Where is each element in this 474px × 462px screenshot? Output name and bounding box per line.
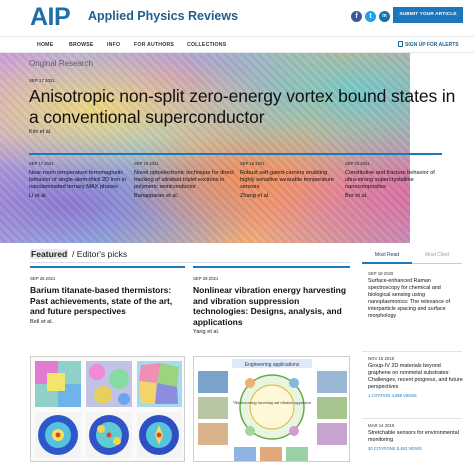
sidebar-article-date: MAR 14 2019 — [368, 423, 395, 428]
twitter-icon[interactable]: t — [365, 11, 376, 22]
nav-for-authors[interactable]: FOR AUTHORS — [134, 42, 175, 48]
signup-alerts-link[interactable]: SIGN UP FOR ALERTS — [405, 42, 459, 48]
nav-info[interactable]: INFO — [107, 42, 121, 48]
active-tab-indicator — [362, 262, 412, 264]
article-date: SEP 28 2021 — [193, 276, 219, 281]
card-author: Li et al. — [29, 192, 48, 199]
article-date: SEP 28 2021 — [30, 276, 56, 281]
figure-banner-text: Engineering applications — [244, 362, 300, 368]
hero-card[interactable] — [345, 161, 445, 199]
editors-picks-label[interactable]: / Editor's picks — [72, 249, 128, 259]
article-divider — [30, 266, 185, 268]
card-author: Zhang et al. — [240, 192, 270, 199]
sidebar-article-title[interactable]: Group-IV 2D materials beyond graphene on nonmetal substrates: Challenges, recent progress, and future perspectives — [368, 363, 463, 391]
article-figure-vibration[interactable] — [193, 356, 350, 462]
article-figure-thermistor[interactable] — [30, 356, 185, 462]
sidebar-article-date: SEP 18 2020 — [368, 271, 394, 276]
card-title[interactable]: Robust self-gated-carriers enabling highly sensitive wearable temperature sensors — [240, 170, 334, 191]
hero-card[interactable] — [134, 161, 234, 199]
article-divider — [193, 266, 350, 268]
card-date: SEP 17 2021 — [29, 161, 54, 166]
sidebar-article[interactable] — [368, 271, 464, 321]
sidebar-article[interactable] — [368, 356, 464, 398]
nav-collections[interactable]: COLLECTIONS — [187, 42, 227, 48]
sidebar-article-title[interactable]: Stretchable sensors for environmental monitoring — [368, 430, 459, 444]
article-author: Bell et al. — [30, 318, 54, 325]
vibration-figure-graphic — [194, 357, 350, 462]
article-title[interactable]: Barium titanate-based thermistors: Past achievements, state of the art, and future perspectives — [30, 285, 173, 316]
journal-title[interactable]: Applied Physics Reviews — [88, 9, 239, 23]
sidebar-tabs — [362, 249, 462, 263]
sidebar-article-date: NOV 15 2019 — [368, 356, 395, 361]
hero-divider — [29, 153, 442, 155]
linkedin-icon[interactable]: in — [379, 11, 390, 22]
sidebar-article-metrics: 30 CITATIONS 5,463 VIEWS — [368, 446, 422, 452]
hero-card[interactable] — [29, 161, 129, 199]
facebook-icon[interactable]: f — [351, 11, 362, 22]
lock-icon — [398, 41, 403, 47]
featured-article[interactable] — [193, 276, 351, 335]
card-author: Banapparao et al. — [134, 192, 179, 199]
article-author: Yang et al. — [193, 329, 220, 335]
hero-banner — [0, 53, 474, 243]
figure-center-text: Vibration energy harvesting and vibration suppression — [233, 401, 311, 405]
card-title[interactable]: Novel optoelectronic technique for direct tracking of ultrafast triplet excitons in polymeric semiconductor — [134, 170, 234, 191]
submit-article-button[interactable]: SUBMIT YOUR ARTICLE — [393, 7, 463, 23]
hero-title[interactable]: Anisotropic non-split zero-energy vortex bound states in a conventional superconductor — [29, 86, 456, 127]
hero-author: Kim et al. — [29, 129, 52, 135]
article-title[interactable]: Nonlinear vibration energy harvesting and vibration suppression technologies: Designs, analysis, and applications — [193, 285, 347, 327]
card-date: SEP 16 2021 — [134, 161, 159, 166]
aip-logo[interactable]: AIP — [30, 3, 71, 31]
nav-browse[interactable]: BROWSE — [69, 42, 94, 48]
card-date: SEP 16 2021 — [240, 161, 265, 166]
featured-header — [30, 249, 350, 263]
sidebar-article[interactable] — [368, 423, 464, 451]
thermistor-figure-graphic — [31, 357, 185, 462]
sidebar-article-metrics: 1 CITATION 4,896 VIEWS — [368, 393, 417, 399]
hero-date: SEP 17 2021 — [29, 78, 55, 83]
main-nav — [0, 36, 474, 53]
featured-label[interactable]: Featured — [31, 249, 68, 259]
hero-tag: Original Research — [29, 59, 94, 68]
hero-card[interactable] — [240, 161, 340, 199]
tab-most-read[interactable]: Most Read — [374, 252, 400, 258]
card-title[interactable]: Constitutive and fracture behavior of ultra-strong supercrystalline nanocomposites — [345, 170, 435, 191]
sidebar-article-title[interactable]: Surface-enhanced Raman spectroscopy for chemical and biological sensing using nanoplasmonics: The relevance of interparticle spacing and surface morphology — [368, 278, 451, 320]
site-header — [0, 0, 474, 36]
card-title[interactable]: Near-room temperature ferromagnetic behavior of single-atom-thick 2D iron in nanolaminated ternary MAX phases — [29, 170, 127, 191]
card-date: SEP 03 2021 — [345, 161, 370, 166]
card-author: Bor et al. — [345, 192, 368, 199]
tab-most-cited[interactable]: Most Cited — [425, 252, 449, 258]
featured-article[interactable] — [30, 276, 188, 325]
nav-home[interactable]: HOME — [37, 42, 54, 48]
